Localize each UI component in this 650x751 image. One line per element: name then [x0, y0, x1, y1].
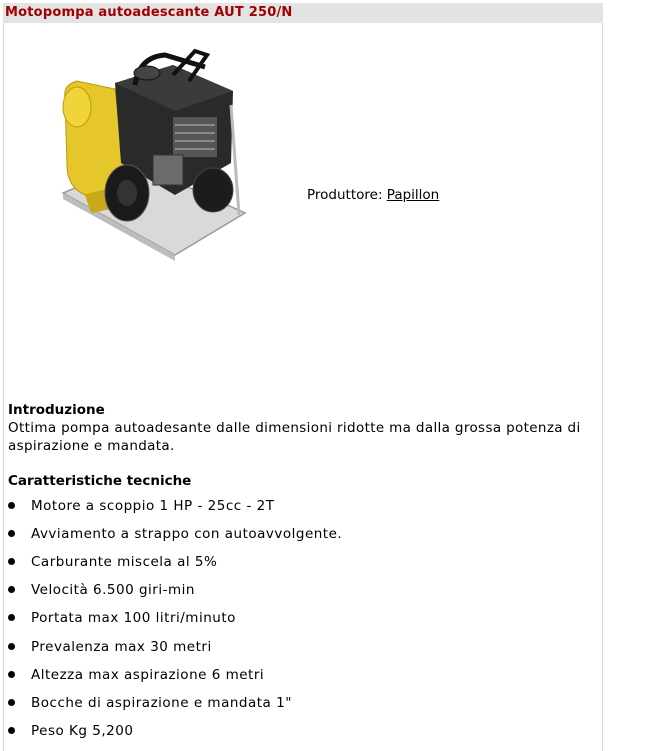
spec-item: Altezza max aspirazione 6 metri — [8, 667, 264, 683]
producer-line — [307, 187, 439, 203]
spec-item: Peso Kg 5,200 — [8, 723, 133, 739]
intro-text: Ottima pompa autoadesante dalle dimensioni ridotte ma dalla grossa potenza di aspirazione e mandata. — [8, 420, 581, 454]
spec-item: Velocità 6.500 giri-min — [8, 582, 195, 598]
product-title: Motopompa autoadescante AUT 250/N — [5, 5, 293, 20]
bullet-icon — [8, 502, 15, 509]
bullet-icon — [8, 586, 15, 593]
bullet-icon — [8, 699, 15, 706]
spec-item: Portata max 100 litri/minuto — [8, 610, 236, 626]
producer-label: Produttore: — [307, 187, 383, 203]
bullet-icon — [8, 558, 15, 565]
bullet-icon — [8, 671, 15, 678]
intro-heading: Introduzione — [8, 402, 105, 418]
product-image — [55, 45, 280, 270]
bullet-icon — [8, 643, 15, 650]
spec-item: Bocche di aspirazione e mandata 1" — [8, 695, 292, 711]
spec-item: Avviamento a strappo con autoavvolgente. — [8, 526, 342, 542]
spec-item: Carburante miscela al 5% — [8, 554, 217, 570]
spec-item: Prevalenza max 30 metri — [8, 639, 212, 655]
title-bar — [3, 3, 603, 23]
specs-heading: Caratteristiche tecniche — [8, 473, 192, 489]
bullet-icon — [8, 727, 15, 734]
bullet-icon — [8, 614, 15, 621]
bullet-icon — [8, 530, 15, 537]
producer-link[interactable]: Papillon — [386, 187, 440, 203]
spec-item: Motore a scoppio 1 HP - 25cc - 2T — [8, 498, 274, 514]
